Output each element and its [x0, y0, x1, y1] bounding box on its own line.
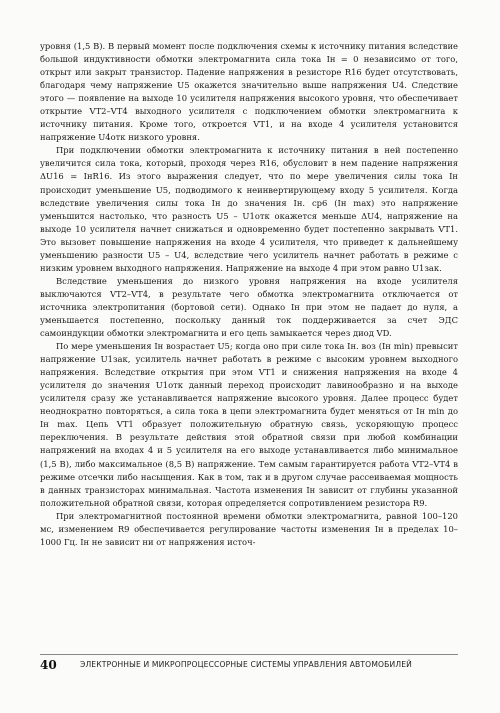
running-title: ЭЛЕКТРОННЫЕ И МИКРОПРОЦЕССОРНЫЕ СИСТЕМЫ УПРАВЛЕНИЯ АВТОМОБИЛЕЙ — [80, 660, 412, 669]
paragraph-1: уровня (1,5 В). В первый момент после подключения схемы к источнику питания вследствие большой индуктивности обмотки электромагнита сила тока Iн = 0 независимо от того, открыт или закрыт транзистор. Падение напряжения в резисторе R16 будет отсутствовать, благодаря чему напряжение U5 окажется значительно выше напряжения U4. Следствие этого — появление на выходе 10 усилителя напряжения высокого уровня, что обеспечивает открытие VT2–VT4 выходного усилителя с подключением обмотки электромагнита к источнику питания. Кроме того, откроется VT1, и на входе 4 усилителя установится напряжение U4отк низкого уровня. — [40, 41, 458, 143]
body-text — [40, 40, 458, 549]
page-number: 40 — [40, 658, 57, 672]
paragraph-2: При подключении обмотки электромагнита к источнику питания в ней постепенно увеличится сила тока, который, проходя через R16, обусловит в нем падение напряжения ΔU16 = IнR16. Из этого выражения следует, что по мере увеличения силы тока Iн происходит уменьшение U5, подводимого к неинвертирующему входу 5 усилителя. Когда вследствие увеличения силы тока Iн до значения Iн. ср6 (Iн max) это напряжение уменьшится настолько, что разность U5 – U1отк окажется меньше ΔU4, напряжение на выходе 10 усилителя начнет снижаться и одновременно будет постепенно закрывать VT1. Это вызовет повышение напряжения на входе 4 усилителя, что приведет к дальнейшему уменьшению разности U5 – U4, вследствие чего усилитель начнет работать в режиме с низким уровнем выходного напряжения. Напряжение на выходе 4 при этом равно U1зак. — [40, 145, 458, 273]
page-footer — [40, 654, 458, 672]
paragraph-4: По мере уменьшения Iн возрастает U5; когда оно при силе тока Iн. воз (Iн min) превысит напряжение U1зак, усилитель начнет работать в режиме с высоким уровнем выходного напряжения. Вследствие открытия при этом VT1 и снижения напряжения на входе 4 усилителя до значения U1отк данный переход происходит лавинообразно и на выходе усилителя сразу же устанавливается напряжение высокого уровня. Далее процесс будет неоднократно повторяться, а сила тока в цепи электромагнита будет меняться от Iн min до Iн max. Цепь VT1 образует положительную обратную связь, ускоряющую процесс переключения. В результате действия этой обратной связи при любой комбинации напряжений на входах 4 и 5 усилителя на его выходе устанавливается либо минимальное (1,5 В), либо максимальное (8,5 В) напряжение. Тем самым гарантируется работа VT2–VT4 в режиме отсечки либо насыщения. Как в том, так и в другом случае рассеиваемая мощность в данных транзисторах минимальная. Частота изменения Iн зависит от глубины указанной положительной обратной связи, которая определяется сопротивлением резистора R9. — [40, 341, 458, 508]
paragraph-5: При электромагнитной постоянной времени обмотки электромагнита, равной 100–120 мс, изменением R9 обеспечивается регулирование частоты изменения Iн в пределах 10–1000 Гц. Iн не зависит ни от напряжения источ- — [40, 510, 458, 547]
paragraph-3: Вследствие уменьшения до низкого уровня напряжения на входе усилителя выключаются VT2–VT4, в результате чего обмотка электромагнита отключается от источника электропитания (бортовой сети). Однако Iн при этом не падает до нуля, а уменьшается постепенно, поскольку данный ток поддерживается за счет ЭДС самоиндукции обмотки электромагнита и его цепь замыкается через диод VD. — [40, 275, 458, 339]
